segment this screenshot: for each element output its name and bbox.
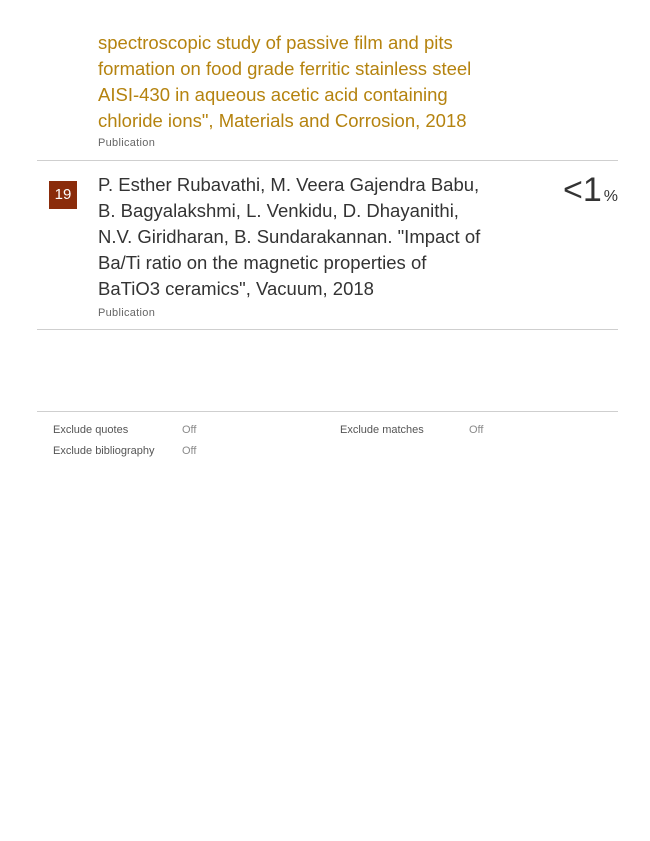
exclude-bibliography-row — [53, 445, 197, 457]
exclude-bibliography-value: Off — [182, 445, 197, 457]
citation-line: P. Esther Rubavathi, M. Veera Gajendra Babu, — [98, 174, 480, 195]
percent-sign: % — [603, 188, 618, 205]
exclude-quotes-row — [53, 424, 197, 436]
citation-line: formation on food grade ferritic stainless steel — [98, 58, 472, 79]
source-type-label: Publication — [98, 137, 156, 149]
match-percentage — [563, 171, 618, 210]
source-entry-continued — [37, 0, 618, 160]
citation-line: AISI-430 in aqueous acetic acid containing — [98, 84, 448, 105]
source-citation[interactable] — [98, 172, 538, 302]
source-entry-19 — [37, 161, 618, 329]
citation-line: BaTiO3 ceramics", Vacuum, 2018 — [98, 278, 374, 299]
divider — [37, 411, 618, 412]
exclude-quotes-value: Off — [182, 424, 197, 436]
citation-line: Ba/Ti ratio on the magnetic properties of — [98, 252, 427, 273]
citation-line: N.V. Giridharan, B. Sundarakannan. "Impact of — [98, 226, 481, 247]
source-number-badge: 19 — [49, 181, 77, 209]
source-type-label: Publication — [98, 307, 156, 319]
percent-value: <1 — [563, 171, 602, 209]
citation-line: spectroscopic study of passive film and pits — [98, 32, 453, 53]
exclude-matches-label: Exclude matches — [340, 424, 424, 436]
exclude-matches-value: Off — [469, 424, 484, 436]
citation-line: B. Bagyalakshmi, L. Venkidu, D. Dhayanithi, — [98, 200, 459, 221]
exclusion-settings — [53, 424, 613, 464]
source-citation[interactable] — [98, 30, 538, 134]
exclude-quotes-label: Exclude quotes — [53, 424, 129, 436]
citation-line: chloride ions", Materials and Corrosion, 2018 — [98, 110, 467, 131]
exclude-matches-row — [340, 424, 484, 436]
divider — [37, 329, 618, 330]
exclude-bibliography-label: Exclude bibliography — [53, 445, 155, 457]
